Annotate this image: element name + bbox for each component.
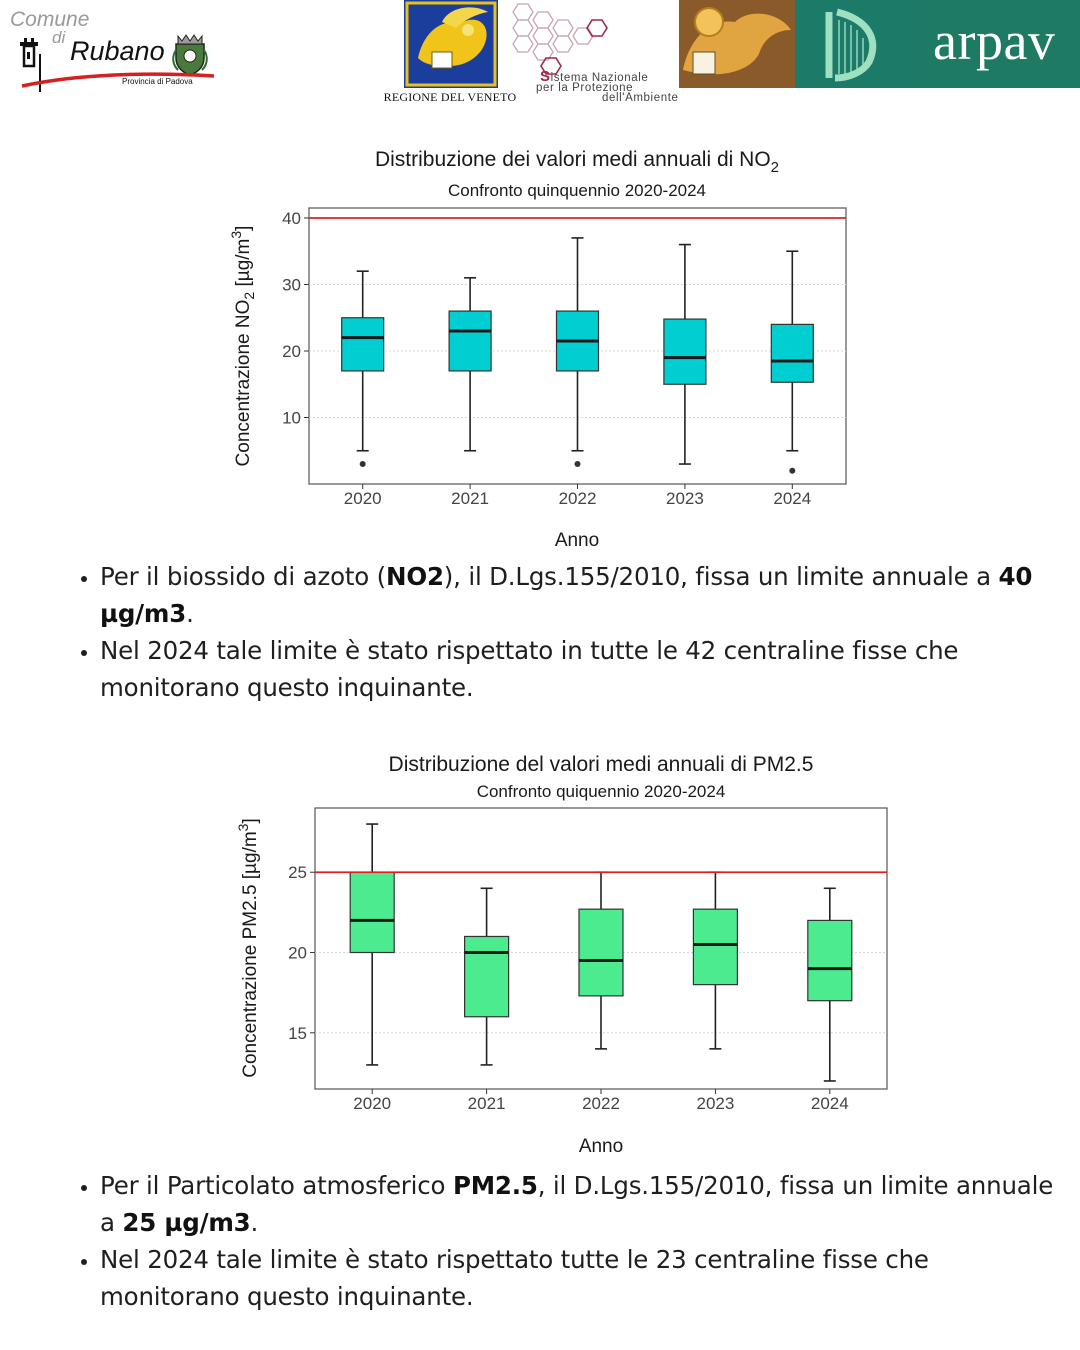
pm25-chart-svg bbox=[0, 738, 1080, 1168]
bullet-text: Nel 2024 tale limite è stato rispettato in tutte le 42 centraline fisse che monitorano questo inquinante. bbox=[100, 636, 959, 702]
bullet-bold: PM2.5 bbox=[452, 1171, 538, 1200]
snpa-label: Sistema Nazionale per la Protezione dell'Ambiente bbox=[536, 68, 679, 104]
chart-subtitle: Confronto quiquennio 2020-2024 bbox=[476, 782, 726, 801]
snpa-line1-rest: istema Nazionale bbox=[550, 72, 649, 84]
snpa-line2: per la Protezione bbox=[536, 82, 634, 94]
chart-title: Distribuzione del valori medi annuali di PM2.5 bbox=[388, 753, 814, 776]
box bbox=[808, 920, 852, 1000]
x-tick-label: 2024 bbox=[773, 489, 812, 508]
arpav-logo bbox=[679, 0, 1080, 88]
x-tick-label: 2024 bbox=[810, 1094, 849, 1113]
bullet-text: Per il biossido di azoto ( bbox=[100, 562, 387, 591]
regione-veneto-logo bbox=[378, 0, 522, 108]
x-tick-label: 2020 bbox=[343, 489, 382, 508]
lion-of-st-mark-icon bbox=[404, 0, 498, 88]
y-axis-label-unit: [µg/m bbox=[233, 238, 254, 292]
chart-title-main: Distribuzione dei valori medi annuali di NO bbox=[374, 148, 771, 171]
chart-title-subscript: 2 bbox=[770, 159, 780, 176]
x-axis-label: Anno bbox=[578, 1136, 624, 1157]
box bbox=[465, 936, 509, 1016]
y-axis-label-prefix: Concentrazione PM2.5 bbox=[240, 884, 261, 1078]
y-tick-label: 20 bbox=[288, 943, 307, 963]
rubano-name: Rubano bbox=[70, 36, 165, 66]
outlier-point bbox=[575, 461, 581, 467]
x-axis-label: Anno bbox=[554, 530, 600, 551]
bullet-text: Per il Particolato atmosferico bbox=[100, 1171, 453, 1200]
y-axis-label-unit: [µg/m bbox=[240, 831, 261, 885]
bullet-text: Nel 2024 tale limite è stato rispettato tutte le 23 centraline fisse che monitorano questo inquinante. bbox=[100, 1245, 929, 1311]
list-item bbox=[100, 1241, 1060, 1315]
rubano-di-text: di bbox=[52, 28, 66, 47]
x-tick-label: 2020 bbox=[353, 1094, 392, 1113]
box bbox=[449, 311, 491, 371]
no2-bullet-list bbox=[66, 558, 1060, 706]
bullet-text: . bbox=[250, 1208, 259, 1237]
bullet-bold: NO2 bbox=[386, 562, 444, 591]
y-axis-label-close: ] bbox=[233, 225, 254, 231]
y-axis-label bbox=[235, 818, 261, 1078]
snpa-line3: dell'Ambiente bbox=[602, 92, 679, 104]
y-axis-label bbox=[228, 226, 257, 467]
y-axis-label-prefix: Concentrazione NO bbox=[233, 299, 254, 467]
x-tick-label: 2022 bbox=[558, 489, 597, 508]
bullet-text: ), il D.Lgs.155/2010, fissa un limite annuale a bbox=[443, 562, 999, 591]
list-item bbox=[100, 1167, 1060, 1241]
y-axis-label-sub: 2 bbox=[241, 291, 257, 300]
rubano-logo bbox=[8, 6, 218, 96]
y-tick-label: 25 bbox=[288, 863, 307, 883]
chart-title bbox=[375, 148, 779, 176]
chart-subtitle: Confronto quinquennio 2020-2024 bbox=[447, 181, 707, 200]
x-tick-label: 2021 bbox=[467, 1094, 506, 1113]
y-axis-label-close: ] bbox=[240, 818, 261, 824]
pm25-chart bbox=[0, 738, 1080, 1172]
arpav-wordmark: arpav bbox=[933, 11, 1056, 71]
pm25-bullet-list bbox=[66, 1167, 1060, 1315]
y-axis-label-sup: 3 bbox=[235, 823, 251, 832]
veneto-label: REGIONE DEL VENETO bbox=[383, 90, 517, 104]
outlier-point bbox=[360, 461, 366, 467]
list-item bbox=[100, 558, 1060, 632]
y-tick-label: 10 bbox=[282, 408, 301, 428]
no2-chart-svg bbox=[0, 130, 1080, 560]
y-axis-label-sup: 3 bbox=[228, 230, 244, 239]
snpa-logo bbox=[506, 0, 682, 108]
y-tick-label: 15 bbox=[288, 1023, 307, 1043]
x-tick-label: 2021 bbox=[451, 489, 490, 508]
rubano-province: Provincia di Padova bbox=[122, 77, 193, 86]
y-tick-label: 20 bbox=[282, 341, 301, 361]
outlier-point bbox=[789, 468, 795, 474]
box bbox=[664, 319, 706, 384]
box bbox=[579, 909, 623, 996]
x-tick-label: 2022 bbox=[582, 1094, 620, 1113]
box bbox=[350, 872, 394, 952]
hexagon-molecule-icon bbox=[506, 0, 616, 78]
x-tick-label: 2023 bbox=[665, 489, 704, 508]
no2-chart bbox=[0, 130, 1080, 564]
box bbox=[342, 318, 384, 371]
list-item bbox=[100, 632, 1060, 706]
y-tick-label: 30 bbox=[282, 275, 301, 295]
bullet-text: . bbox=[186, 599, 194, 628]
box bbox=[771, 324, 813, 382]
bullet-bold: 40 µg/m3 bbox=[100, 562, 1033, 628]
bullet-text: , il D.Lgs.155/2010, fissa un limite annuale a bbox=[100, 1171, 1054, 1237]
box bbox=[693, 909, 737, 984]
x-tick-label: 2023 bbox=[696, 1094, 735, 1113]
y-tick-label: 40 bbox=[282, 208, 301, 228]
rubano-comune-text: Comune bbox=[10, 8, 90, 31]
bullet-bold: 25 µg/m3 bbox=[122, 1208, 251, 1237]
